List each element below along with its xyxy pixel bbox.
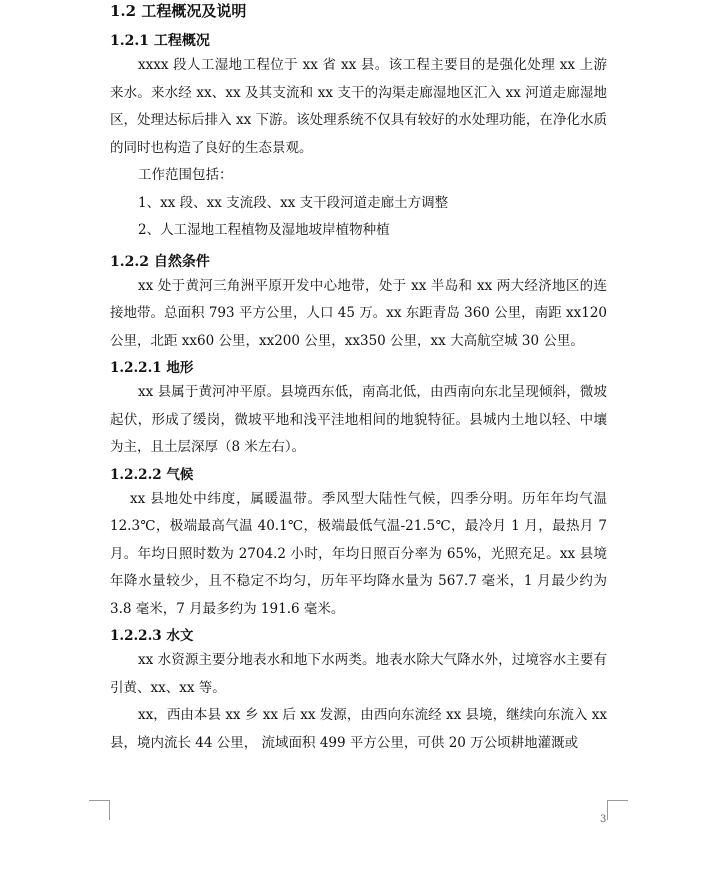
heading-1-2-2-2: 1.2.2.2 气候	[110, 466, 194, 483]
margin-corner-mark-right	[607, 800, 628, 820]
scope-item-2: 2、人工湿地工程植物及湿地坡岸植物种植	[138, 222, 390, 238]
paragraph-terrain: xx 县属于黄河冲平原。县境西东低，南高北低，由西南向东北呈现倾斜，微坡起伏，形成了缓岗，微坡平地和浅平洼地相间的地貌特征。县城内土地以轻、中壤为主，且土层深厚（8 米左右）。	[110, 384, 607, 455]
heading-1-2-2: 1.2.2 自然条件	[110, 253, 210, 270]
heading-1-2: 1.2 工程概况及说明	[110, 2, 247, 20]
paragraph-hydrology-1: xx 水资源主要分地表水和地下水两类。地表水除大气降水外，过境容水主要有引黄、xx、xx 等。	[110, 652, 607, 696]
paragraph-hydrology-2: xx，西由本县 xx 乡 xx 后 xx 发源，由西向东流经 xx 县境，继续向东流入 xx 县，境内流长 44 公里， 流域面积 499 平方公里，可供 20 万公顷耕地灌溉或	[110, 707, 607, 751]
heading-1-2-2-3: 1.2.2.3 水文	[110, 628, 194, 644]
paragraph-overview: xxxx 段人工湿地工程位于 xx 省 xx 县。该工程主要目的是强化处理 xx 上游来水。来水经 xx、xx 及其支流和 xx 支干的沟渠走廊湿地区汇入 xx 河道走廊湿地区，处理达标后排入 xx 下游。该处理系统不仅具有较好的水处理功能，在净化水质的同时也构造了良好的生态景观。	[110, 57, 607, 156]
heading-1-2-1: 1.2.1 工程概况	[110, 33, 210, 49]
scope-intro: 工作范围包括：	[138, 167, 233, 183]
page-number: 3	[600, 814, 607, 825]
heading-1-2-2-1: 1.2.2.1 地形	[110, 360, 194, 376]
page-content	[110, 0, 607, 757]
paragraph-climate: xx 县地处中纬度，属暖温带。季风型大陆性气候，四季分明。历年年均气温 12.3℃，极端最高气温 40.1℃，极端最低气温-21.5℃，最冷月 1 月，最热月 7 月。年均日照时数为 2704.2 小时，年均日照百分率为 65%，光照充足。xx 县境年降水量较少，且不稳定不均匀，历年平均降水量为 567.7 毫米，1 月最少约为 3.8 毫米，7 月最多约为 191.6 毫米。	[110, 490, 607, 617]
scope-item-1: 1、xx 段、xx 支流段、xx 支干段河道走廊土方调整	[138, 194, 449, 211]
paragraph-natural-conditions: xx 处于黄河三角洲平原开发中心地带，处于 xx 半岛和 xx 两大经济地区的连接地带。总面积 793 平方公里，人口 45 万。xx 东距青岛 360 公里，南距 xx120 公里，北距 xx60 公里，xx200 公里，xx350 公里，xx 大高航空城 30 公里。	[110, 277, 607, 349]
margin-corner-mark-left	[89, 800, 110, 820]
